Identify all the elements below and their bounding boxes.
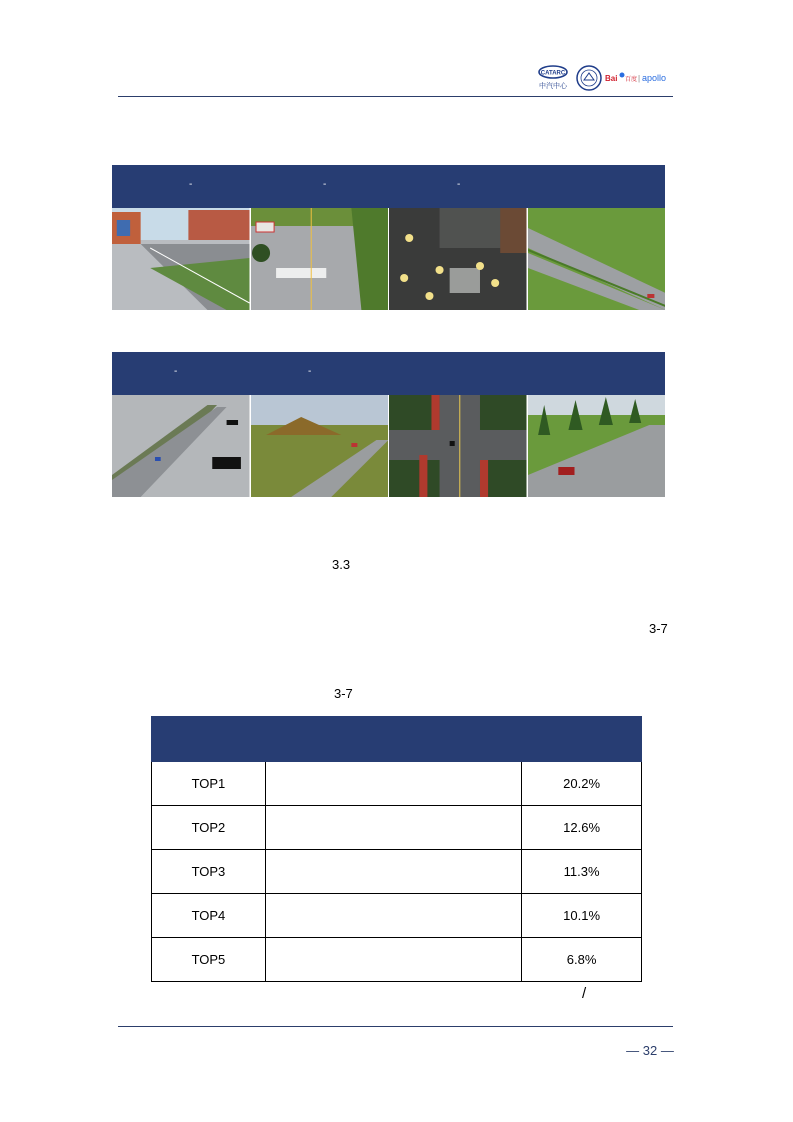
svg-text:|: | xyxy=(638,74,641,83)
item-cell xyxy=(265,806,521,850)
pct-cell: 6.8% xyxy=(522,938,642,982)
scenario-image-strip-1 xyxy=(112,208,665,310)
item-cell xyxy=(265,850,521,894)
scene-pedestrian-road-image xyxy=(112,395,251,497)
pct-cell: 20.2% xyxy=(522,762,642,806)
table-row xyxy=(152,806,642,850)
svg-text:CATARC: CATARC xyxy=(540,70,566,77)
pct-cell: 11.3% xyxy=(522,850,642,894)
item-cell xyxy=(265,938,521,982)
baidu-apollo-logo xyxy=(605,64,671,92)
scenario-banner-1 xyxy=(112,165,665,208)
rank-cell: TOP1 xyxy=(152,762,266,806)
banner-dash: - xyxy=(323,179,327,190)
scene-intersection-image xyxy=(251,208,390,310)
rank-cell: TOP5 xyxy=(152,938,266,982)
banner-dash: - xyxy=(308,366,312,377)
scene-crossroads-image xyxy=(389,395,528,497)
banner-dash: - xyxy=(174,366,178,377)
table-footnote: / xyxy=(582,985,587,1002)
footer-rule xyxy=(118,1026,673,1027)
table-row xyxy=(152,938,642,982)
item-cell xyxy=(265,894,521,938)
page-number: — 32 — xyxy=(626,1043,674,1058)
scene-rural-road-image xyxy=(251,395,390,497)
scene-forest-road-image xyxy=(528,395,666,497)
svg-text:中汽中心: 中汽中心 xyxy=(539,82,567,90)
header-cell-rank xyxy=(152,717,266,762)
banner-dash: - xyxy=(457,179,461,190)
table-ref-3-7: 3-7 xyxy=(649,621,668,636)
banner-dash: - xyxy=(189,179,193,190)
svg-text:apollo: apollo xyxy=(642,73,667,83)
top-scenarios-table xyxy=(151,716,642,982)
scenario-image-strip-2 xyxy=(112,395,665,497)
header-rule xyxy=(118,96,673,97)
table-row xyxy=(152,894,642,938)
table-caption: 3-7 xyxy=(334,686,353,701)
university-seal-logo xyxy=(575,64,603,92)
item-cell xyxy=(265,762,521,806)
pct-cell: 12.6% xyxy=(522,806,642,850)
header-cell-item xyxy=(265,717,521,762)
svg-text:百度: 百度 xyxy=(625,76,638,83)
rank-cell: TOP3 xyxy=(152,850,266,894)
table-row xyxy=(152,850,642,894)
scene-toll-station-image xyxy=(112,208,251,310)
rank-cell: TOP4 xyxy=(152,894,266,938)
svg-text:Bai: Bai xyxy=(605,74,618,83)
table-row xyxy=(152,762,642,806)
catarc-logo xyxy=(536,64,570,92)
scenario-banner-2 xyxy=(112,352,665,395)
section-ref-3-3: 3.3 xyxy=(332,557,351,572)
rank-cell: TOP2 xyxy=(152,806,266,850)
header-cell-pct xyxy=(522,717,642,762)
scene-highway-image xyxy=(528,208,666,310)
scene-night-town-image xyxy=(389,208,528,310)
pct-cell: 10.1% xyxy=(522,894,642,938)
table-header-row xyxy=(152,717,642,762)
